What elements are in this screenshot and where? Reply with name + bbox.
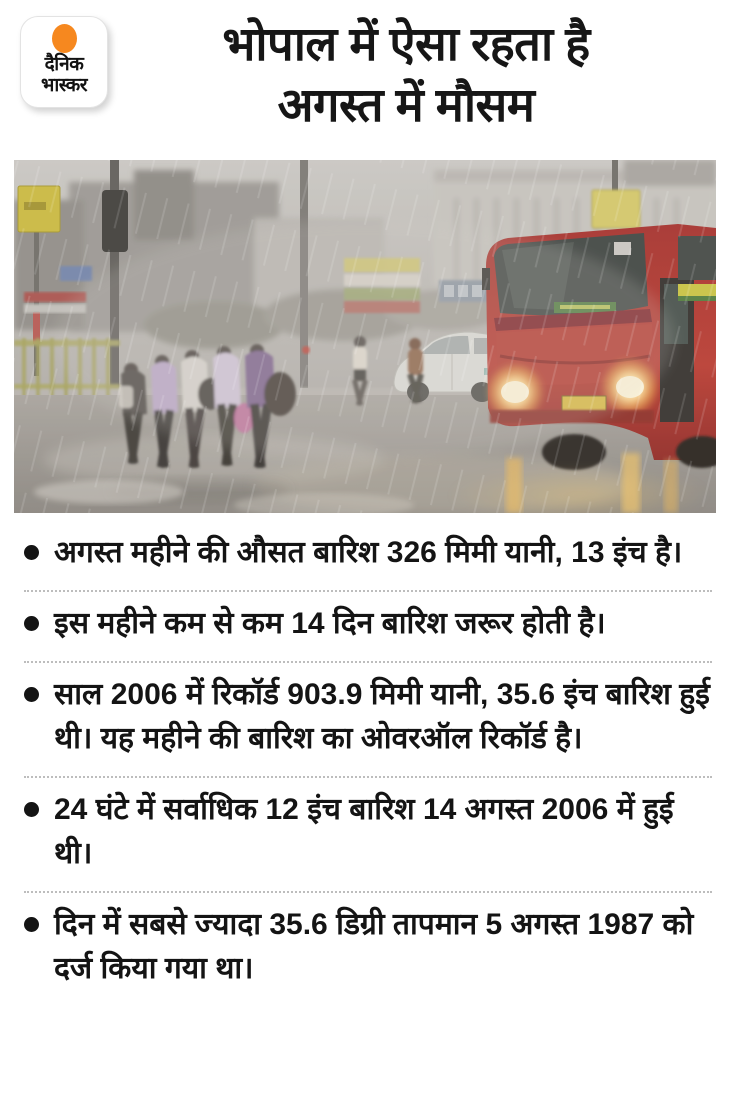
bullet-dot-icon: [24, 545, 39, 560]
logo-text-line2: भास्कर: [40, 75, 88, 96]
list-item-24hr-record: [24, 778, 712, 893]
bullet-text: दिन में सबसे ज्यादा 35.6 डिग्री तापमान 5 अगस्त 1987 को दर्ज किया गया था।: [54, 908, 694, 985]
logo-text-line1: दैनिक: [44, 54, 84, 75]
rain-mist-overlay: [14, 160, 716, 513]
dainik-bhaskar-logo: [20, 16, 108, 108]
headline-line2: अगस्त में मौसम: [277, 78, 535, 131]
list-item-avg-rain: [24, 521, 712, 592]
list-item-record-2006: [24, 663, 712, 778]
rain-street-photo: [14, 160, 716, 513]
list-item-max-temp: [24, 893, 712, 1006]
bullet-text: 24 घंटे में सर्वाधिक 12 इंच बारिश 14 अगस्त 2006 में हुई थी।: [54, 793, 674, 870]
page-title: [0, 0, 730, 135]
list-item-rain-days: [24, 592, 712, 663]
headline-line1: भोपाल में ऐसा रहता है: [222, 17, 590, 70]
bullet-text: साल 2006 में रिकॉर्ड 903.9 मिमी यानी, 35.6 इंच बारिश हुई थी। यह महीने की बारिश का ओवरऑल रिकॉर्ड है।: [54, 678, 710, 755]
bullet-dot-icon: [24, 616, 39, 631]
bullet-text: इस महीने कम से कम 14 दिन बारिश जरूर होती है।: [54, 607, 606, 640]
bullet-dot-icon: [24, 917, 39, 932]
bullet-text: अगस्त महीने की औसत बारिश 326 मिमी यानी, 13 इंच है।: [54, 536, 683, 569]
weather-facts-list: [0, 513, 730, 1006]
bullet-dot-icon: [24, 802, 39, 817]
bullet-dot-icon: [24, 687, 39, 702]
logo-sun-icon: [52, 24, 77, 53]
header: [0, 0, 730, 160]
